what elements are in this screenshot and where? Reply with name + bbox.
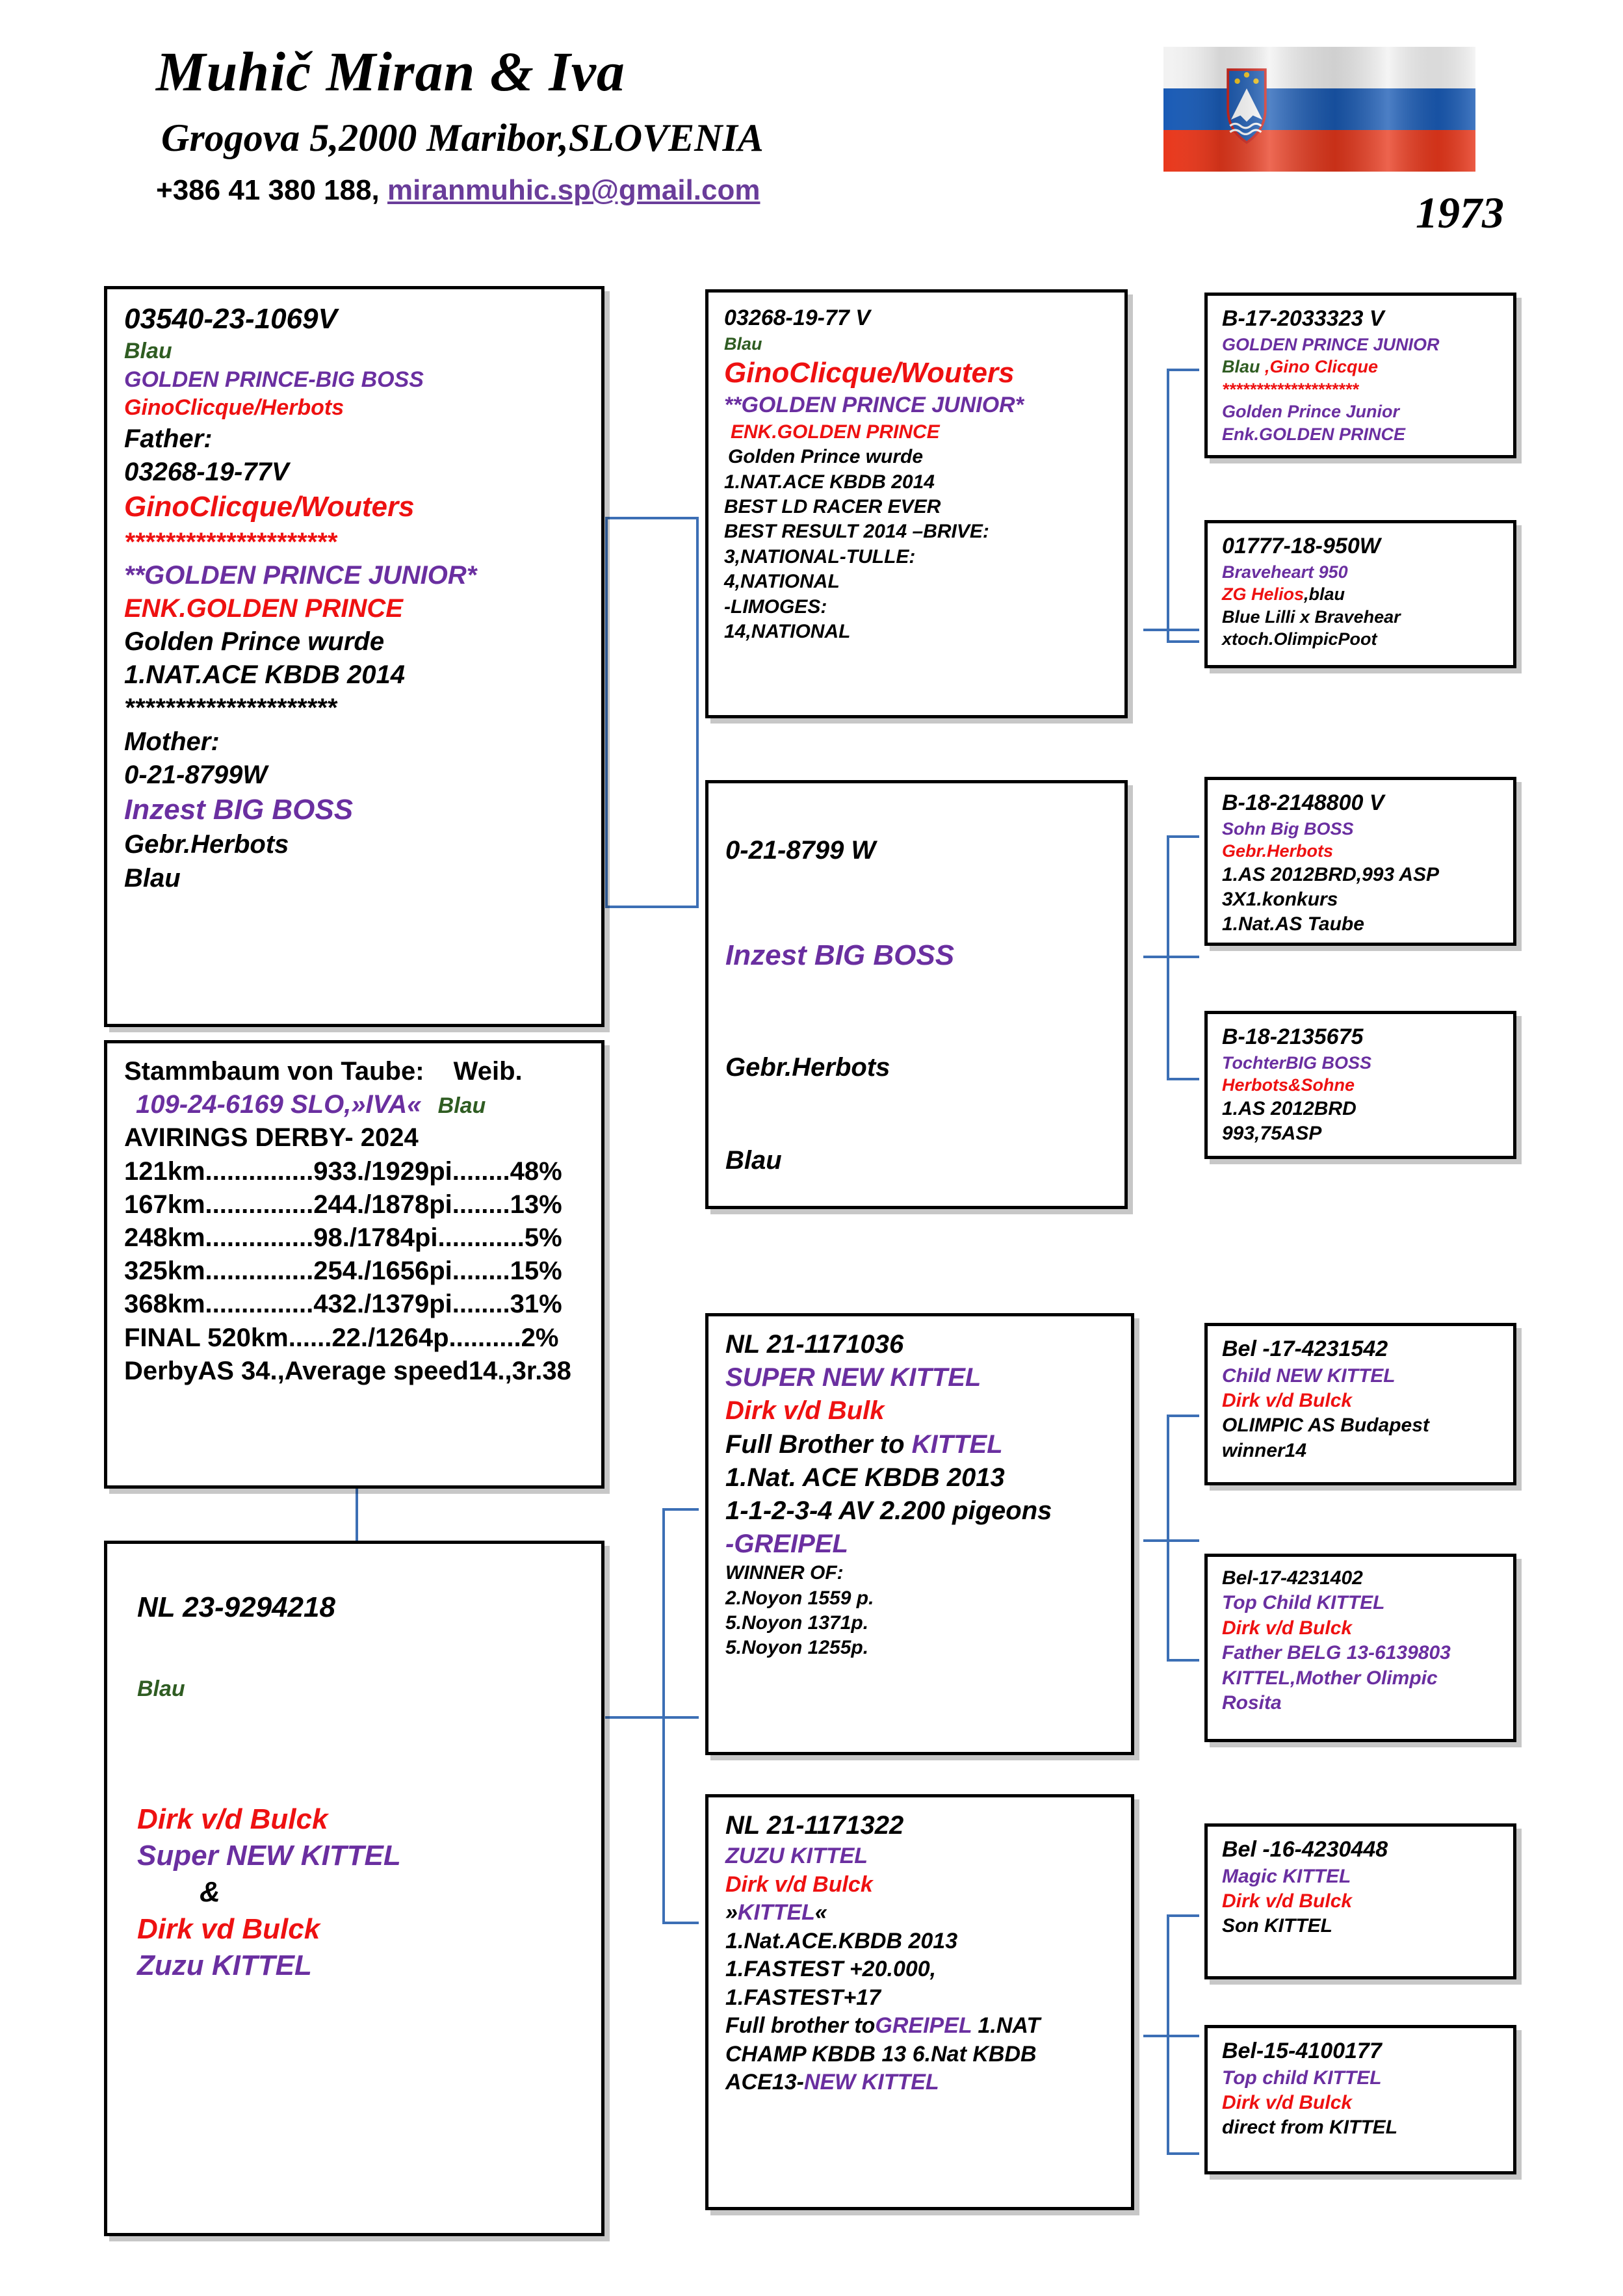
pf-ring-number: NL 21-1171036 (725, 1330, 904, 1359)
derby-title: AVIRINGS DERBY- 2024 (124, 1123, 419, 1153)
pf-strain: SUPER NEW KITTEL (725, 1363, 981, 1392)
stammbaum-color: Blau (437, 1093, 486, 1119)
email-link[interactable]: miranmuhic.sp@gmail.com (387, 174, 760, 206)
mother-box[interactable] (705, 780, 1128, 1209)
pgm1-strain: Magic KITTEL (1222, 1865, 1351, 1887)
pm-ace-name: NEW KITTEL (803, 2070, 939, 2095)
pgf1-strain: Child NEW KITTEL (1222, 1364, 1396, 1387)
pf-result-row: 5.Noyon 1371p. (725, 1612, 869, 1634)
father-note-1: Golden Prince wurde (124, 627, 385, 657)
pm-relation-1 (725, 2012, 1118, 2041)
pf-related-name: -GREIPEL (725, 1530, 848, 1559)
partner-dam-strain: Zuzu KITTEL (137, 1950, 312, 1982)
connector (1167, 835, 1199, 838)
derby-result-row: 325km...............254./1656pi........15% (124, 1257, 562, 1286)
mother-ring-number: 0-21-8799W (124, 760, 268, 789)
pgf1-ring-number: Bel -17-4231542 (1222, 1337, 1388, 1361)
pm-strain: ZUZU KITTEL (725, 1844, 868, 1869)
slovenia-flag-icon (1163, 47, 1475, 172)
gfp-color: Blau (1222, 357, 1266, 377)
father-ring-number: 03268-19-77 V (724, 306, 870, 330)
pm-quote-close: « (814, 1900, 827, 1925)
gmm-breeder: Herbots&Sohne (1222, 1075, 1355, 1095)
partner-ring-number: NL 23-9294218 (137, 1591, 335, 1623)
pf-achievement-2: 1-1-2-3-4 AV 2.200 pigeons (725, 1496, 1052, 1525)
pm-nickname-text: KITTEL (737, 1900, 815, 1925)
pm-ace-prefix: ACE13- (725, 2070, 804, 2095)
gfp-breeder: ,Gino Clicque (1265, 357, 1379, 377)
partner-grandmother-2-box[interactable] (1204, 2025, 1516, 2174)
gmp-lineage-2: xtoch.OlimpicPoot (1222, 629, 1377, 649)
father-result-3: -LIMOGES: (724, 595, 827, 618)
pgm1-ring-number: Bel -16-4230448 (1222, 1837, 1388, 1862)
partner-mother-box[interactable] (705, 1794, 1134, 2210)
stammbaum-box[interactable] (104, 1040, 604, 1489)
gfp-lineage-1: Golden Prince Junior (1222, 402, 1400, 422)
mother-color: Blau (725, 1145, 782, 1175)
mother-label: Mother: (124, 727, 220, 756)
pm-relation-prefix: Full brother to (725, 2013, 876, 2039)
father-note-2: 1.NAT.ACE KBDB 2014 (724, 471, 935, 493)
connector (662, 1922, 699, 1924)
father-lineage: ENK.GOLDEN PRINCE (124, 594, 403, 623)
derby-result-row: 368km...............432./1379pi........31% (124, 1290, 562, 1319)
father-result-2: 4,NATIONAL (724, 571, 840, 593)
connector (1167, 1078, 1199, 1080)
grandfather-maternal-box[interactable] (1204, 777, 1516, 946)
stammbaum-title: Stammbaum von Taube: (124, 1057, 424, 1086)
mother-breeder: Gebr.Herbots (725, 1052, 890, 1082)
derby-final-row: FINAL 520km......22./1264p..........2% (124, 1323, 559, 1352)
father-breeder: GinoClicque/Wouters (124, 491, 415, 523)
partner-father-box[interactable] (705, 1313, 1134, 1755)
gmm-achievement-2: 993,75ASP (1222, 1123, 1322, 1144)
gfm-achievement-2: 3X1.konkurs (1222, 889, 1338, 910)
connector (605, 517, 699, 519)
pgm1-breeder: Dirk v/d Bulck (1222, 1890, 1353, 1912)
stammbaum-ring-row (124, 1088, 588, 1121)
pgm1-lineage: Son KITTEL (1222, 1915, 1332, 1937)
pm-nickname (725, 1899, 1118, 1927)
loft-year: 1973 (1416, 188, 1504, 237)
gfp-color-breeder (1222, 356, 1500, 378)
pm-relation-3 (725, 2068, 1118, 2097)
connector (605, 906, 699, 908)
partner-pigeon-box[interactable] (104, 1541, 604, 2236)
pgf2-strain: Top Child KITTEL (1222, 1592, 1385, 1614)
partner-color: Blau (137, 1676, 185, 1702)
gmm-achievement-1: 1.AS 2012BRD (1222, 1097, 1357, 1119)
derby-result-row: 121km...............933./1929pi........48% (124, 1156, 562, 1186)
subject-strain: GOLDEN PRINCE-BIG BOSS (124, 367, 424, 392)
pgf1-achievement-1: OLIMPIC AS Budapest (1222, 1415, 1429, 1437)
connector (1143, 629, 1199, 631)
father-result-4: 14,NATIONAL (724, 621, 851, 643)
derby-result-row: 248km...............98./1784pi............5% (124, 1223, 562, 1252)
pm-relation-name: GREIPEL (875, 2013, 972, 2039)
gfp-strain: GOLDEN PRINCE JUNIOR (1222, 334, 1440, 354)
partner-ampersand: & (200, 1876, 220, 1909)
pgm2-strain: Top child KITTEL (1222, 2067, 1382, 2089)
connector (1167, 369, 1199, 371)
gmm-strain: TochterBIG BOSS (1222, 1052, 1372, 1073)
father-title: **GOLDEN PRINCE JUNIOR* (724, 393, 1024, 418)
gmp-ring-number: 01777-18-950W (1222, 534, 1381, 558)
connector (1167, 1914, 1199, 1917)
gmp-lineage-1: Blue Lilli x Bravehear (1222, 607, 1401, 627)
gmm-ring-number: B-18-2135675 (1222, 1024, 1364, 1049)
pf-relation (725, 1428, 1118, 1461)
pm-quote-open: » (725, 1900, 738, 1925)
subject-color: Blau (124, 339, 172, 364)
stammbaum-title-row (124, 1055, 588, 1088)
subject-ring-number: 03540-23-1069V (124, 303, 337, 335)
father-note-2: 1.NAT.ACE KBDB 2014 (124, 660, 405, 690)
pgf1-breeder: Dirk v/d Bulck (1222, 1389, 1353, 1411)
pf-achievement-1: 1.Nat. ACE KBDB 2013 (725, 1463, 1005, 1492)
pf-winner-label: WINNER OF: (725, 1562, 844, 1584)
pgf2-ring-number: Bel-17-4231402 (1222, 1567, 1363, 1589)
father-label: Father: (124, 424, 213, 453)
gfm-achievement-1: 1.AS 2012BRD,993 ASP (1222, 863, 1440, 885)
subject-breeder: GinoClicque/Herbots (124, 395, 344, 421)
partner-dam-breeder: Dirk vd Bulck (137, 1912, 320, 1945)
gmp-sire-color (1222, 583, 1500, 606)
pgf1-achievement-2: winner14 (1222, 1439, 1307, 1461)
gmp-color: ,blau (1304, 584, 1345, 605)
grandmother-paternal-box[interactable] (1204, 520, 1516, 668)
connector (1167, 2152, 1199, 2155)
grandmother-maternal-box[interactable] (1204, 1011, 1516, 1159)
pm-ring-number: NL 21-1171322 (725, 1811, 904, 1840)
pgm2-breeder: Dirk v/d Bulck (1222, 2091, 1353, 2113)
father-note-3: BEST LD RACER EVER (724, 496, 941, 518)
gfm-strain: Sohn Big BOSS (1222, 818, 1354, 839)
breeder-name: Muhič Miran & Iva (156, 40, 625, 103)
connector (605, 517, 608, 908)
pm-achievement-3: 1.FASTEST+17 (725, 1985, 881, 2010)
father-lineage: ENK.GOLDEN PRINCE (731, 421, 940, 443)
connector (1167, 369, 1169, 642)
mother-breeder: Gebr.Herbots (124, 830, 289, 859)
connector (1143, 956, 1199, 958)
pgm2-ring-number: Bel-15-4100177 (1222, 2039, 1382, 2063)
mother-color: Blau (124, 863, 181, 893)
divider-stars-1: ********************* (124, 527, 337, 556)
gfm-breeder: Gebr.Herbots (1222, 841, 1334, 861)
pm-relation-suffix: 1.NAT (972, 2013, 1041, 2039)
pm-achievement-1: 1.Nat.ACE.KBDB 2013 (725, 1928, 958, 1953)
father-color: Blau (724, 333, 762, 354)
gfp-lineage-2: Enk.GOLDEN PRINCE (1222, 424, 1406, 444)
connector (662, 1508, 699, 1511)
pgf2-breeder: Dirk v/d Bulck (1222, 1617, 1353, 1639)
connector (605, 1716, 699, 1719)
stammbaum-sex: Weib. (453, 1057, 523, 1086)
stammbaum-ring-number: 109-24-6169 SLO,»IVA« (136, 1090, 422, 1119)
connector (696, 517, 699, 908)
pf-result-row: 5.Noyon 1255p. (725, 1637, 869, 1659)
pm-breeder: Dirk v/d Bulck (725, 1872, 873, 1897)
pf-result-row: 2.Noyon 1559 p. (725, 1587, 874, 1609)
breeder-address: Grogova 5,2000 Maribor,SLOVENIA (161, 116, 764, 159)
connector (1167, 1415, 1199, 1417)
gfp-divider-stars: ******************** (1222, 379, 1359, 399)
gfp-ring-number: B-17-2033323 V (1222, 306, 1384, 331)
connector (1143, 1539, 1199, 1542)
father-box[interactable] (705, 289, 1128, 718)
father-result-1: 3,NATIONAL-TULLE: (724, 545, 916, 567)
father-note-4: BEST RESULT 2014 –BRIVE: (724, 521, 989, 543)
pgf2-lineage-2: KITTEL,Mother Olimpic (1222, 1667, 1438, 1689)
divider-stars-2: ********************* (124, 694, 337, 723)
derby-result-row: 167km...............244./1878pi........13% (124, 1190, 562, 1219)
partner-sire-breeder: Dirk v/d Bulck (137, 1803, 328, 1835)
father-ring-number: 03268-19-77V (124, 458, 289, 487)
gfm-ring-number: B-18-2148800 V (1222, 790, 1384, 815)
mother-title: Inzest BIG BOSS (725, 939, 955, 972)
pf-relation-text: Full Brother to (725, 1429, 912, 1459)
gmp-strain: Braveheart 950 (1222, 562, 1348, 582)
partner-sire-strain: Super NEW KITTEL (137, 1840, 401, 1872)
mother-ring-number: 0-21-8799 W (725, 836, 876, 865)
partner-grandfather-2-box[interactable] (1204, 1823, 1516, 1979)
partner-grandfather-1-box[interactable] (1204, 1323, 1516, 1485)
grandfather-paternal-box[interactable] (1204, 293, 1516, 458)
pf-breeder: Dirk v/d Bulk (725, 1396, 885, 1426)
father-note-1: Golden Prince wurde (728, 446, 924, 468)
connector (1167, 1415, 1169, 1662)
pgm2-lineage: direct from KITTEL (1222, 2117, 1398, 2139)
breeder-contact (156, 174, 760, 207)
derby-summary-row: DerbyAS 34.,Average speed14.,3r.38 (124, 1356, 571, 1385)
mother-title: Inzest BIG BOSS (124, 794, 354, 826)
father-breeder: GinoClicque/Wouters (724, 357, 1015, 389)
pf-relation-name: KITTEL (911, 1429, 1003, 1459)
gfm-achievement-3: 1.Nat.AS Taube (1222, 913, 1364, 935)
page-header (0, 0, 1623, 260)
pm-relation-2: CHAMP KBDB 13 6.Nat KBDB (725, 2041, 1037, 2067)
pgf2-lineage-3: Rosita (1222, 1691, 1282, 1714)
gmp-sire: ZG Helios (1222, 584, 1305, 605)
connector (1167, 1659, 1199, 1662)
phone-number: +386 41 380 188, (156, 174, 380, 206)
subject-pigeon-box[interactable] (104, 286, 604, 1027)
connector (1143, 2035, 1199, 2037)
pgf2-lineage-1: Father BELG 13-6139803 (1222, 1642, 1451, 1664)
father-title: **GOLDEN PRINCE JUNIOR* (124, 560, 477, 590)
partner-grandmother-1-box[interactable] (1204, 1554, 1516, 1742)
pm-achievement-2: 1.FASTEST +20.000, (725, 1957, 937, 1982)
connector (1167, 640, 1199, 643)
